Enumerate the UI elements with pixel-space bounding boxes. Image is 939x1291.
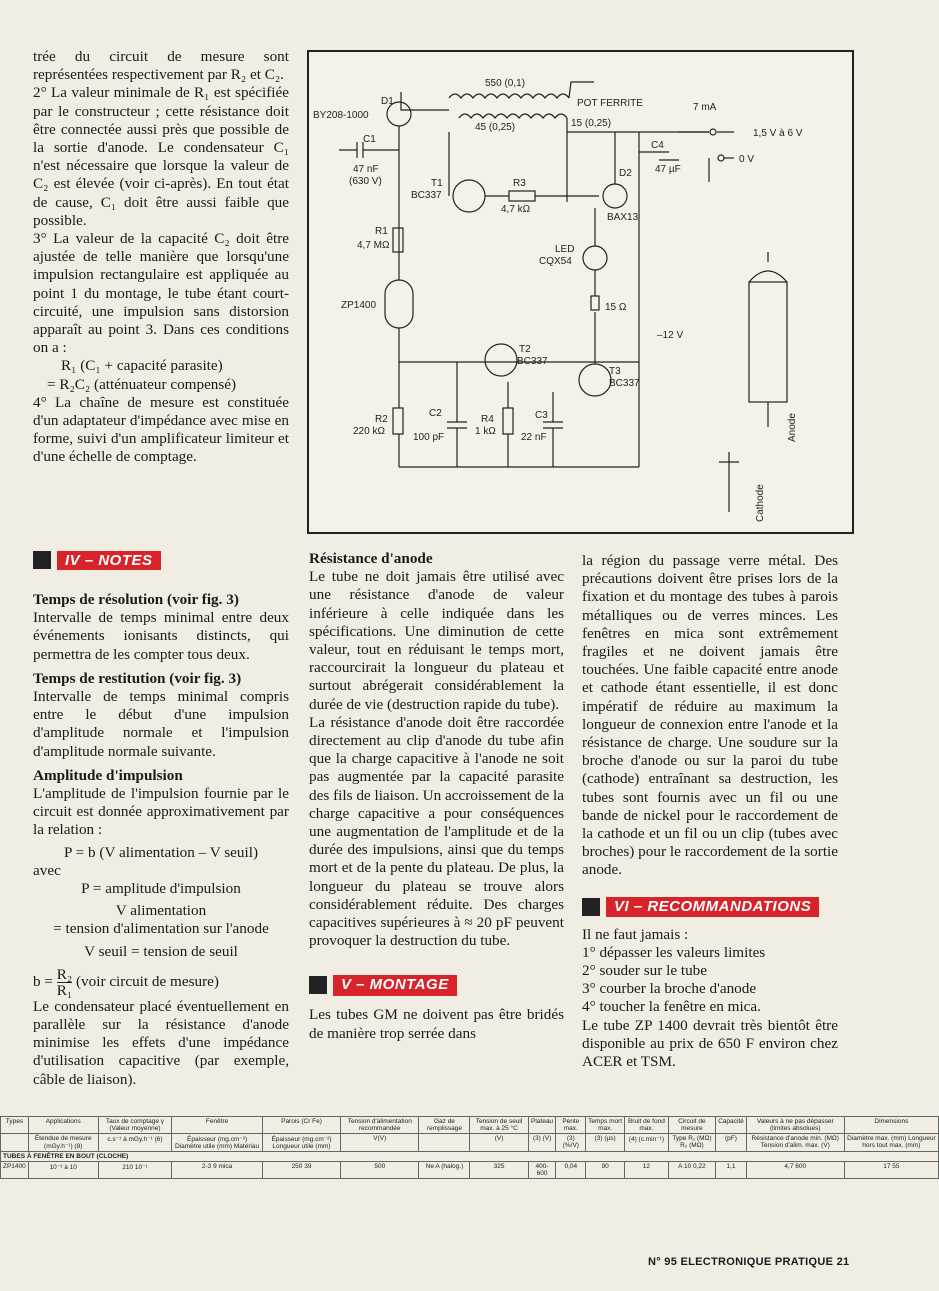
- table-subheader-row: [1, 1134, 939, 1152]
- label-t1-value: BC337: [411, 190, 442, 201]
- formula-line: P = b (V alimentation – V seuil): [63, 843, 259, 861]
- table-cell: 1,1: [716, 1162, 747, 1179]
- column-1-top: [33, 48, 289, 467]
- table-cell: ZP1400: [1, 1162, 29, 1179]
- label-r4-value: 1 kΩ: [475, 426, 496, 437]
- label-pot-ferrite: POT FERRITE: [577, 98, 643, 109]
- table-subheader: Diamètre max. (mm) Longueur hors tout max. (mm): [844, 1134, 938, 1152]
- table-cell: 10⁻³ à 10: [28, 1162, 98, 1179]
- paragraph: Le tube ZP 1400 devrait très bientôt être disponible au prix de 650 F environ chez ACER et TSM.: [582, 1016, 838, 1071]
- label-c1: C1: [363, 134, 376, 145]
- paragraph: Intervalle de temps minimal compris entre le début d'une impulsion d'amplitude normale et l'impulsion d'amplitude normale suivante.: [33, 688, 289, 760]
- paragraph: Intervalle de temps minimal entre deux événements ionisants distincts, qui permettra de les compter tous deux.: [33, 609, 289, 663]
- section-square-icon: [582, 898, 600, 916]
- label-r1: R1: [375, 226, 388, 237]
- table-header: Parois (Cr Fe): [262, 1117, 340, 1134]
- label-led: LED: [555, 244, 575, 255]
- section-title: IV – NOTES: [57, 551, 161, 570]
- table-subheader: (4) (c.min⁻¹): [625, 1134, 669, 1152]
- label-r3: R3: [513, 178, 526, 189]
- table-header: Valeurs à ne pas dépasser (limites absolues): [746, 1117, 844, 1134]
- table-cell: Ne A (halog.): [419, 1162, 470, 1179]
- table-header: Tension de seuil max. à 25 °C: [470, 1117, 528, 1134]
- section-square-icon: [33, 551, 51, 569]
- table-header: Dimensions: [844, 1117, 938, 1134]
- table-subheader: Étendue de mesure (mGy.h⁻¹) (8): [28, 1134, 98, 1152]
- label-d2: D2: [619, 168, 632, 179]
- formula-line: V alimentation: [115, 902, 207, 920]
- label-r2: R2: [375, 414, 388, 425]
- b-lhs: b =: [33, 972, 53, 990]
- table-group-row: [1, 1152, 939, 1162]
- table-cell: 210 10⁻¹: [98, 1162, 172, 1179]
- subheading: Amplitude d'impulsion: [33, 766, 183, 784]
- label-d1-value: BY208-1000: [313, 110, 369, 121]
- table-subheader: (3) (µs): [586, 1134, 625, 1152]
- label-winding-45: 45 (0,25): [475, 122, 516, 133]
- table-header: Taux de comptage γ (Valeur moyenne): [98, 1117, 172, 1134]
- table-row: [1, 1162, 939, 1179]
- table-header: Plateau: [528, 1117, 556, 1134]
- column-2: [309, 550, 564, 1043]
- b-formula: [33, 967, 289, 998]
- formula-line: = tension d'alimentation sur l'anode: [53, 920, 269, 938]
- table-cell: 2-3 9 mica: [172, 1162, 263, 1179]
- table-cell: A 10 0,22: [668, 1162, 715, 1179]
- table-subheader: (3) (%/V): [556, 1134, 586, 1152]
- paragraph: La résistance d'anode doit être raccordée directement au clip d'anode du tube afin que la charge capacitive à l'anode ne soit pas augmentée par la capacité parasite des fils de liaison. Un accroissement de la charge capacitive a pour conséquences une augmentation de l'amplitude et de la durée des impulsions, ainsi que du temps mort et de la pente du plateau. De plus, la longueur du plateau se trouve alors considérablement réduite. Des charges capacitives supérieures à ≈ 20 pF peuvent provoquer la destruction du tube.: [309, 713, 564, 950]
- paragraph: Les tubes GM ne doivent pas être bridés de manière trop serrée dans: [309, 1006, 564, 1042]
- section-header-notes: [33, 549, 161, 571]
- label-t3: T3: [609, 366, 621, 377]
- table-subheader: Résistance d'anode min. (MΩ) Tension d'alim. max. (V): [746, 1134, 844, 1152]
- list-item: 3° courber la broche d'anode: [582, 980, 757, 998]
- table-header: Temps mort max.: [586, 1117, 625, 1134]
- paragraph: trée du circuit de mesure sont représentées respectivement par R₂ et C₂.: [33, 48, 289, 84]
- spec-table: [0, 1116, 939, 1179]
- label-zp1400: ZP1400: [341, 300, 377, 311]
- table-header: Capacité: [716, 1117, 747, 1134]
- label-supply-voltage: 1,5 V à 6 V: [753, 128, 803, 139]
- label-d2-value: BAX13: [607, 212, 639, 223]
- table-header: Gaz de remplissage: [419, 1117, 470, 1134]
- table-subheader: Épaisseur (mg.cm⁻²) Diamètre utile (mm) Matériau: [172, 1134, 263, 1152]
- paragraph: L'amplitude de l'impulsion fournie par le circuit est donnée approximativement par la relation :: [33, 785, 289, 839]
- b-rhs: (voir circuit de mesure): [76, 972, 219, 990]
- table-cell: 90: [586, 1162, 625, 1179]
- label-c1-voltage: (630 V): [349, 176, 382, 187]
- table-subheader: (pF): [716, 1134, 747, 1152]
- formula-line: = R₂C₂ (atténuateur compensé): [47, 375, 237, 393]
- label-t2-value: BC337: [517, 356, 548, 367]
- table-cell: 325: [470, 1162, 528, 1179]
- table-cell: 4,7 600: [746, 1162, 844, 1179]
- column-1-notes: [33, 585, 289, 1089]
- table-subheader: (3) (V): [528, 1134, 556, 1152]
- formula-line: avec: [33, 861, 61, 879]
- paragraph: la région du passage verre métal. Des précautions doivent être prises lors de la fixation et du montage des tubes à parois métalliques ou de verres minces. Les fenêtres en mica sont extrêmement fragiles et ne doivent jamais être touchées. Une faible capacité entre anode et cathode étant essentielle, il est donc impératif de réduire au maximum la longueur de connexion entre l'anode et la résistance de charge. Une soudure sur la broche d'anode ou sur la paroi du tube (cathode) entraînant sa destruction, les tubes sont fournis avec un fil ou une bande de nickel pour le raccordement de la cathode et un fil ou un clip (tubes avec broches) pour le raccordement de la sortie anode.: [582, 552, 838, 879]
- paragraph: Le tube ne doit jamais être utilisé avec une résistance d'anode de valeur inférieure à celle indiquée dans les spécifications. Une diminution de cette valeur, tout en réduisant le temps mort, raccourcirait la longueur du plateau et surtout abrégerait considérablement la durée de vie (destruction rapide du tube).: [309, 568, 564, 713]
- label-t2: T2: [519, 344, 531, 355]
- section-title: VI – RECOMMANDATIONS: [606, 897, 819, 917]
- paragraph: 4° La chaîne de mesure est constituée d'un adaptateur d'impédance avec mise en forme, suivi d'un amplificateur limiteur et d'une échelle de comptage.: [33, 393, 289, 466]
- table-subheader: [419, 1134, 470, 1152]
- section-square-icon: [309, 976, 327, 994]
- paragraph: 2° La valeur minimale de R₁ est spécifiée par le constructeur ; cette résistance doit être connectée aussi près que possible de la sortie d'anode. Le condensateur C₁ n'est nécessaire que lorsque la valeur de C₂ est élevée (voir ci-après). En tout état de cause, C₁ doit être aussi faible que possible.: [33, 84, 289, 229]
- section-title: V – MONTAGE: [333, 975, 457, 995]
- fraction-numerator: R₂: [56, 965, 73, 983]
- table-cell: 17 55: [844, 1162, 938, 1179]
- page-footer: N° 95 ELECTRONIQUE PRATIQUE 21: [648, 1256, 850, 1268]
- paragraph: Le condensateur placé éventuellement en parallèle sur la résistance d'anode minimise les effets d'une impédance d'utilisation capacitive (par exemple, câble de liaison).: [33, 997, 289, 1088]
- fraction: [57, 967, 72, 998]
- table-cell: 0,04: [556, 1162, 586, 1179]
- fraction-denominator: R₁: [56, 981, 73, 999]
- label-r2-value: 220 kΩ: [353, 426, 385, 437]
- formula-line: V seuil = tension de seuil: [84, 942, 238, 960]
- table-subheader: [1, 1134, 29, 1152]
- table-group-label: TUBES À FENÊTRE EN BOUT (CLOCHE): [1, 1152, 939, 1162]
- table-cell: 250 39: [262, 1162, 340, 1179]
- label-led-value: CQX54: [539, 256, 572, 267]
- table-header: Circuit de mesure: [668, 1117, 715, 1134]
- label-r4: R4: [481, 414, 494, 425]
- label-t1: T1: [431, 178, 443, 189]
- table-header: Bruit de fond max.: [625, 1117, 669, 1134]
- label-r1-value: 4,7 MΩ: [357, 240, 390, 251]
- label-r3-value: 4,7 kΩ: [501, 204, 531, 215]
- subheading: Temps de résolution (voir fig. 3): [33, 591, 239, 608]
- paragraph: Il ne faut jamais :: [582, 925, 689, 943]
- label-winding-550: 550 (0,1): [485, 78, 526, 89]
- table-header: Pente max.: [556, 1117, 586, 1134]
- label-c1-value: 47 nF: [353, 164, 379, 175]
- list-item: 2° souder sur le tube: [582, 962, 708, 980]
- label-zero-volt: 0 V: [739, 154, 755, 165]
- list-item: 4° toucher la fenêtre en mica.: [582, 998, 761, 1016]
- table-header-row: [1, 1117, 939, 1134]
- circuit-schematic-figure: [307, 50, 854, 534]
- table-cell: 500: [341, 1162, 419, 1179]
- label-minus-12v: –12 V: [657, 330, 684, 341]
- schematic-drawing: [309, 52, 852, 532]
- table-subheader: V(V): [341, 1134, 419, 1152]
- table-subheader: Type R₁ (MΩ) R₂ (MΩ): [668, 1134, 715, 1152]
- table-header: Applications: [28, 1117, 98, 1134]
- formula-line: P = amplitude d'impulsion: [81, 880, 241, 898]
- table-subheader: Épaisseur (mg.cm⁻²) Longueur utile (mm): [262, 1134, 340, 1152]
- table-header: Tension d'alimentation recommandée: [341, 1117, 419, 1134]
- label-cathode: Cathode: [755, 484, 766, 522]
- table-cell: 12: [625, 1162, 669, 1179]
- subheading: Résistance d'anode: [309, 550, 433, 567]
- label-c4: C4: [651, 140, 664, 151]
- table-subheader: (V): [470, 1134, 528, 1152]
- section-header-recommandations: [582, 896, 838, 918]
- list-item: 1° dépasser les valeurs limites: [582, 943, 766, 961]
- table-header: Types: [1, 1117, 29, 1134]
- label-speaker: 15 Ω: [605, 302, 627, 313]
- label-anode: Anode: [787, 413, 798, 442]
- label-winding-15: 15 (0,25): [571, 118, 612, 129]
- label-c3-value: 22 nF: [521, 432, 547, 443]
- label-t3-value: BC337: [609, 378, 640, 389]
- table-header: Fenêtre: [172, 1117, 263, 1134]
- subheading: Temps de restitution (voir fig. 3): [33, 669, 242, 687]
- column-3: [582, 552, 838, 1071]
- formula-line: R₁ (C₁ + capacité parasite): [61, 357, 223, 375]
- table-subheader: c.s⁻¹ à mGy.h⁻¹ (6): [98, 1134, 172, 1152]
- label-c3: C3: [535, 410, 548, 421]
- table-cell: 400-600: [528, 1162, 556, 1179]
- label-c2-value: 100 pF: [413, 432, 445, 443]
- label-c4-value: 47 µF: [655, 164, 681, 175]
- label-c2: C2: [429, 408, 442, 419]
- section-header-montage: [309, 974, 564, 996]
- label-d1: D1: [381, 96, 394, 107]
- paragraph: 3° La valeur de la capacité C₂ doit être ajustée de telle manière que lorsqu'une impulsion rectangulaire est appliquée au point 1 du montage, le tube étant court-circuité, une impulsion sans distorsion apparaît au point 3. Dans ces conditions on a :: [33, 230, 289, 357]
- label-current: 7 mA: [693, 102, 717, 113]
